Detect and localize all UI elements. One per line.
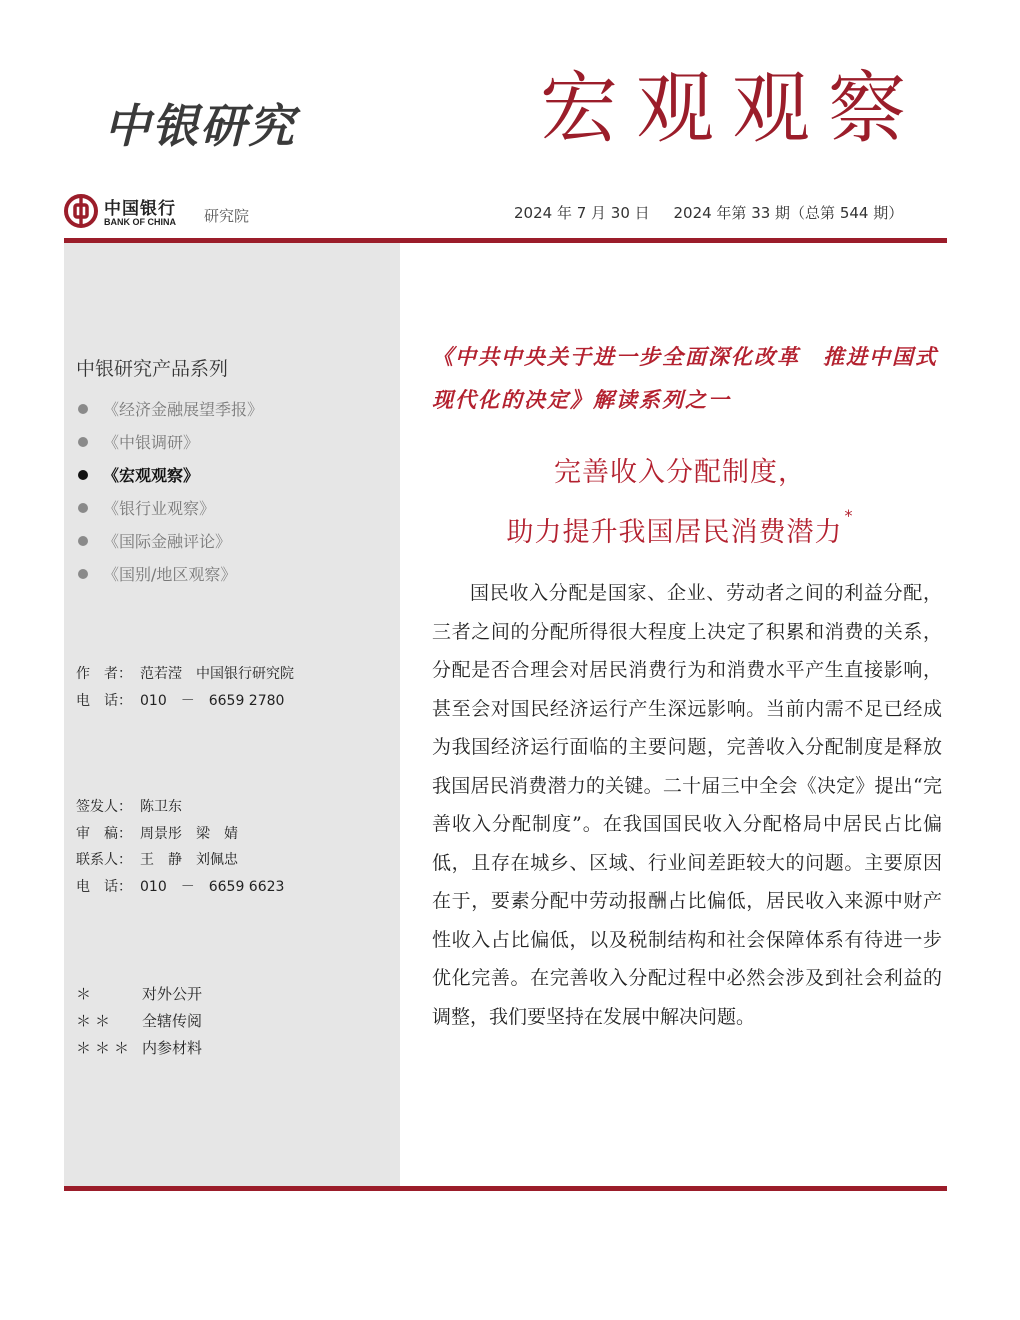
series-item[interactable] [76, 524, 263, 557]
series-item[interactable] [76, 491, 263, 524]
series-item-active[interactable] [76, 458, 263, 491]
contact-label: 联系人： [76, 852, 132, 869]
series-item[interactable] [76, 557, 263, 590]
issue-info: 2024 年 7 月 30 日 2024 年第 33 期（总第 544 期） [514, 204, 904, 222]
footnote-mark[interactable]: * [844, 506, 854, 525]
bank-name-en: BANK OF CHINA [104, 217, 176, 227]
footer-divider [64, 1186, 947, 1191]
series-item-label: 《国别/地区观察》 [103, 565, 237, 584]
phone-label: 电 话： [76, 692, 132, 709]
series-heading: 《中共中央关于进一步全面深化改革 推进中国式现代化的决定》解读系列之一 [432, 344, 938, 412]
abstract-paragraph: 国民收入分配是国家、企业、劳动者之间的利益分配，三者之间的分配所得很大程度上决定了积累和消费的关系，分配是否合理会对居民消费行为和消费水平产生直接影响，甚至会对国民经济运行产生深远影响。当前内需不足已经成为我国经济运行面临的主要问题，完善收入分配制度是释放我国居民消费潜力的关键。二十届三中全会《决定》提出“完善收入分配制度”。在我国国民收入分配格局中居民占比偏低，且存在城乡、区域、行业间差距较大的问题。主要原因在于，要素分配中劳动报酬占比偏低，居民收入来源中财产性收入占比偏低，以及税制结构和社会保障体系有待进一步优化完善。在完善收入分配过程中必然会涉及到社会利益的调整，我们要坚持在发展中解决问题。 [432, 582, 942, 1028]
bullet-icon [78, 470, 88, 480]
series-item[interactable] [76, 425, 263, 458]
author-label: 作 者： [76, 666, 132, 683]
confidentiality-label: 对外公开 [142, 985, 203, 1003]
headline-line1: 完善收入分配制度， [554, 457, 806, 488]
confidentiality-label: 全辖传阅 [142, 1012, 203, 1030]
phone-label: 电 话： [76, 878, 132, 895]
bank-name-cn: 中国银行 [104, 199, 176, 219]
bullet-icon [78, 404, 88, 414]
contact-row [76, 846, 284, 873]
headline-line2-text: 助力提升我国居民消费潜力 [506, 517, 843, 548]
bullet-icon [78, 503, 88, 513]
series-item-label: 《国际金融评论》 [103, 532, 232, 551]
bank-of-china-logo-icon [64, 194, 98, 228]
series-item-label: 《中银调研》 [103, 433, 200, 452]
confidentiality-row [76, 1034, 202, 1061]
series-item-label: 《银行业观察》 [103, 499, 216, 518]
confidentiality-mark: ＊＊＊ [76, 1039, 134, 1057]
headline-line2 [420, 506, 940, 549]
series-list [76, 392, 263, 590]
masthead-title: 宏观观察 [540, 64, 925, 154]
author-value: 范若滢 中国银行研究院 [140, 666, 294, 683]
issuer-label: 签发人： [76, 799, 132, 816]
bullet-icon [78, 536, 88, 546]
series-item-label: 《经济金融展望季报》 [103, 400, 264, 419]
reviewer-value: 周景彤 梁 婧 [140, 825, 238, 842]
phone-value: 010 － 6659 6623 [140, 878, 285, 895]
confidentiality-mark: ＊ [76, 985, 96, 1003]
confidentiality-row [76, 980, 202, 1007]
author-phone-row [76, 687, 294, 714]
confidentiality-row [76, 1007, 202, 1034]
reviewer-row [76, 820, 284, 847]
series-item[interactable] [76, 392, 263, 425]
issuer-value: 陈卫东 [140, 799, 182, 816]
series-title: 中银研究产品系列 [76, 358, 229, 380]
confidentiality-label: 内参材料 [142, 1039, 203, 1057]
author-row [76, 660, 294, 687]
contact-phone-row [76, 873, 284, 900]
confidentiality-legend [76, 980, 202, 1061]
phone-value: 010 － 6659 2780 [140, 692, 285, 709]
issuer-row [76, 793, 284, 820]
brand-calligraphy: 中银研究 [104, 99, 296, 153]
confidentiality-mark: ＊＊ [76, 1012, 115, 1030]
reviewer-label: 审 稿： [76, 825, 132, 842]
author-block [76, 660, 294, 713]
series-item-label: 《宏观观察》 [103, 466, 200, 485]
institute-label: 研究院 [204, 207, 250, 225]
contact-value: 王 静 刘佩忠 [140, 852, 238, 869]
bullet-icon [78, 569, 88, 579]
bullet-icon [78, 437, 88, 447]
contacts-block [76, 793, 284, 899]
